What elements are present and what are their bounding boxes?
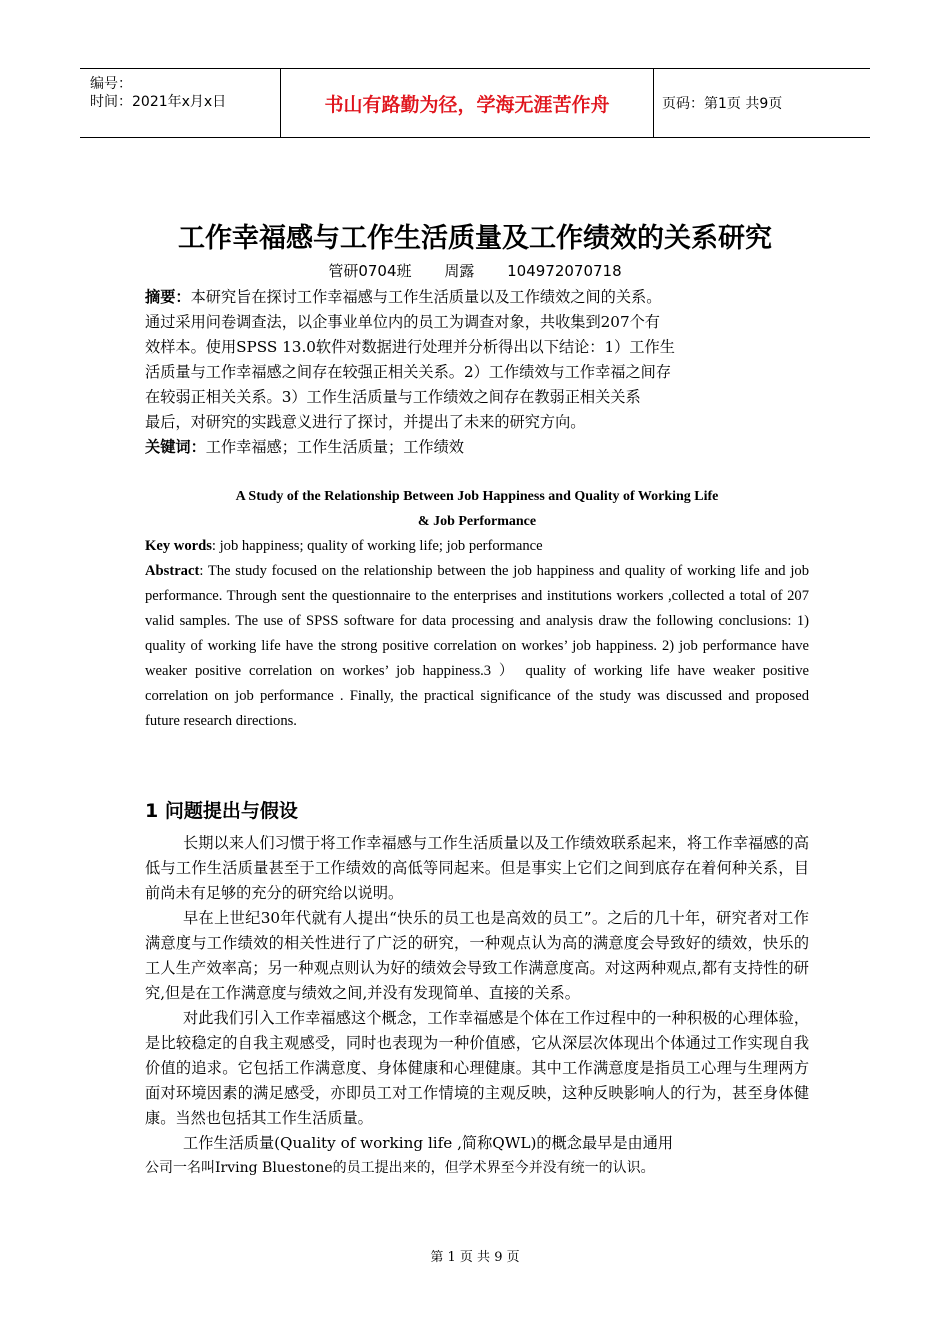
page-footer: 第 1 页 共 9 页 (430, 1250, 520, 1265)
abstract-cn-line: 本研究旨在探讨工作幸福感与工作生活质量以及工作绩效之间的关系。 (190, 288, 662, 306)
section-1-heading: 1 问题提出与假设 (145, 800, 298, 822)
english-keywords-label: Key words (145, 538, 212, 554)
english-keywords (145, 534, 809, 559)
english-abstract-text: : The study focused on the relationship between the job happiness and quality of working life and job performance. Through sent the questionnaire to the enterprises and institutions workers ,collected a total of 207 valid samples. The use of SPSS software for data processing and analysis draw the following conclusions: 1) quality of working life have the strong positive correlation on workes’ job happiness. 2) job performance have weaker positive correlation on workes’ job happiness.3 ） quality of working life have weaker positive correlation on job performance . Finally, the practical significance of the study was discussed and proposed future research directions. (145, 563, 809, 729)
english-keywords-text: : job happiness; quality of working life; job performance (211, 538, 543, 554)
body-paragraph: 工作生活质量(Quality of working life ,简称QWL)的概念最早是由通用 (183, 1134, 674, 1152)
author-line (0, 260, 950, 281)
keywords-cn-label: 关键词： (145, 438, 206, 456)
header-motto: 书山有路勤为径，学海无涯苦作舟 (281, 69, 654, 137)
english-title-line2: & Job Performance (417, 514, 537, 529)
english-title-line1: A Study of the Relationship Between Job Happiness and Quality of Working Life (235, 489, 719, 504)
section-1-body (145, 831, 809, 1181)
abstract-cn (145, 285, 809, 460)
abstract-cn-line: 通过采用问卷调查法，以企事业单位内的员工为调查对象，共收集到207个有 (145, 313, 660, 331)
number-label: 编号： (90, 76, 132, 92)
time-label: 时间：2021年x月x日 (90, 94, 227, 110)
keywords-cn (145, 435, 809, 460)
english-abstract (145, 559, 809, 734)
abstract-cn-line: 在较弱正相关关系。3）工作生活质量与工作绩效之间存在教弱正相关关系 (145, 388, 641, 406)
page-header (80, 68, 870, 138)
header-meta (80, 69, 281, 137)
keywords-cn-text: 工作幸福感；工作生活质量；工作绩效 (205, 438, 464, 456)
abstract-cn-line: 最后，对研究的实践意义进行了探讨，并提出了未来的研究方向。 (145, 413, 586, 431)
body-paragraph: 早在上世纪30年代就有人提出“快乐的员工也是高效的员工”。之后的几十年，研究者对工作满意度与工作绩效的相关性进行了广泛的研究，一种观点认为高的满意度会导致好的绩效，快乐的工人生产效率高；另一种观点则认为好的绩效会导致工作满意度高。对这两种观点,都有支持性的研究,但是在工作满意度与绩效之间,并没有发现简单、直接的关系。 (145, 909, 809, 1002)
body-paragraph: 对此我们引入工作幸福感这个概念，工作幸福感是个体在工作过程中的一种积极的心理体验，是比较稳定的自我主观感受，同时也表现为一种价值感，它从深层次体现出个体通过工作实现自我价值的追求。它包括工作满意度、身体健康和心理健康。其中工作满意度是指员工心理与生理两方面对环境因素的满足感受，亦即员工对工作情境的主观反映，这种反映影响人的行为，甚至身体健康。当然也包括其工作生活质量。 (145, 1009, 809, 1127)
body-paragraph: 长期以来人们习惯于将工作幸福感与工作生活质量以及工作绩效联系起来，将工作幸福感的高低与工作生活质量甚至于工作绩效的高低等同起来。但是事实上它们之间到底存在着何种关系，目前尚未有足够的充分的研究给以说明。 (145, 834, 809, 902)
author-id: 104972070718 (507, 262, 622, 280)
document-title: 工作幸福感与工作生活质量及工作绩效的关系研究 (178, 223, 772, 254)
english-title (145, 484, 809, 534)
english-abstract-label: Abstract (145, 563, 200, 579)
author-name: 周露 (444, 262, 475, 280)
header-page-info: 页码：第1页 共9页 (662, 96, 783, 112)
abstract-cn-line: 活质量与工作幸福感之间存在较强正相关关系。2）工作绩效与工作幸福之间存 (145, 363, 672, 381)
author-class: 管研0704班 (328, 262, 412, 280)
body-paragraph-continuation: 公司一名叫Irving Bluestone的员工提出来的，但学术界至今并没有统一的认识。 (145, 1160, 655, 1176)
abstract-cn-line: 效样本。使用SPSS 13.0软件对数据进行处理并分析得出以下结论：1）工作生 (145, 338, 675, 356)
abstract-cn-label: 摘要： (145, 288, 191, 306)
